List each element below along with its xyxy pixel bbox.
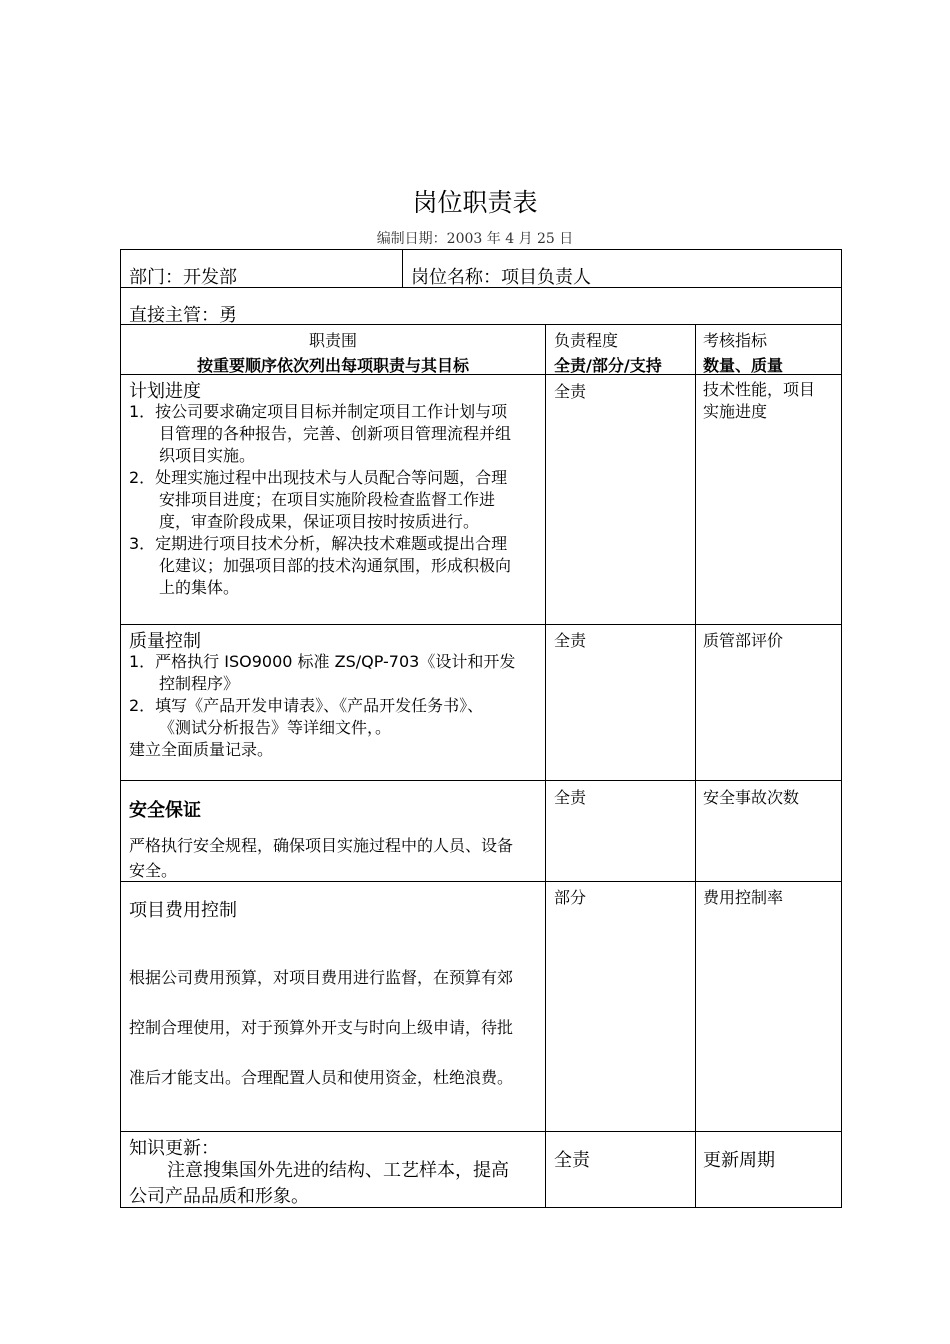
description-line: 2．填写《产品开发申请表》、《产品开发任务书》、 <box>129 696 484 715</box>
kpi-cell <box>703 379 835 423</box>
row-description <box>129 1158 509 1210</box>
kpi-column-subheader: 数量、质量 <box>703 356 784 375</box>
description-line: 目管理的各种报告，完善、创新项目管理流程并组 <box>159 424 512 443</box>
description-line: 控制合理使用，对于预算外开支与时向上级申请，待批 <box>129 1018 514 1037</box>
degree-column-header: 负责程度 <box>554 331 619 350</box>
row-heading: 安全保证 <box>129 800 201 821</box>
kpi-line: 技术性能，项目 <box>703 380 816 399</box>
description-line: 度，审查阶段成果，保证项目按时按质进行。 <box>159 512 480 531</box>
table-rule <box>545 324 546 1208</box>
row-description <box>129 651 515 761</box>
table-border-top <box>120 249 842 250</box>
description-line: 注意搜集国外先进的结构、工艺样本，提高 <box>167 1160 509 1181</box>
description-line: 严格执行安全规程，确保项目实施过程中的人员、设备 <box>129 836 514 855</box>
description-line: 化建议；加强项目部的技术沟通氛围，形成积极向 <box>159 556 512 575</box>
scope-column-header: 职责围 <box>308 331 357 350</box>
kpi-line: 费用控制率 <box>703 888 784 907</box>
degree-column-subheader: 全责/部分/支持 <box>554 356 662 375</box>
description-line: 《测试分析报告》等详细文件，。 <box>159 718 392 737</box>
responsibility-degree: 全责 <box>554 788 587 807</box>
row-heading: 项目费用控制 <box>129 900 237 921</box>
responsibility-degree: 全责 <box>554 1150 590 1171</box>
description-line: 根据公司费用预算，对项目费用进行监督，在预算有郊 <box>129 968 514 987</box>
description-line: 准后才能支出。合理配置人员和使用资金，杜绝浪费。 <box>129 1068 514 1087</box>
document-title: 岗位职责表 <box>412 188 538 217</box>
description-line: 建立全面质量记录。 <box>129 740 274 759</box>
description-line: 控制程序》 <box>159 674 240 693</box>
row-description <box>129 833 513 883</box>
kpi-line: 更新周期 <box>703 1150 775 1171</box>
kpi-line: 实施进度 <box>703 402 768 421</box>
kpi-column-header: 考核指标 <box>703 331 768 350</box>
description-line: 公司产品品质和形象。 <box>129 1186 309 1207</box>
kpi-line: 质管部评价 <box>703 631 784 650</box>
row-description <box>129 953 513 1103</box>
row-heading: 知识更新： <box>129 1138 219 1159</box>
kpi-line: 安全事故次数 <box>703 788 800 807</box>
responsibility-degree: 全责 <box>554 631 587 650</box>
table-border-right <box>841 249 842 1208</box>
table-rule <box>402 249 403 287</box>
row-description <box>129 401 511 599</box>
table-rule <box>695 324 696 1208</box>
description-line: 上的集体。 <box>159 578 240 597</box>
scope-column-subheader: 按重要顺序依次列出每项职责与其目标 <box>196 356 469 375</box>
description-line: 安全。 <box>129 861 178 880</box>
description-line: 2．处理实施过程中出现技术与人员配合等问题，合理 <box>129 468 508 487</box>
responsibility-degree: 全责 <box>554 382 587 401</box>
description-line: 1．按公司要求确定项目目标并制定项目工作计划与项 <box>129 402 508 421</box>
row-heading: 计划进度 <box>129 381 201 402</box>
department-cell: 部门：开发部 <box>129 267 237 288</box>
table-rule <box>120 1131 842 1132</box>
compile-date: 编制日期：2003 年 4 月 25 日 <box>376 231 574 247</box>
description-line: 3．定期进行项目技术分析，解决技术难题或提出合理 <box>129 534 508 553</box>
description-line: 织项目实施。 <box>159 446 256 465</box>
responsibility-degree: 部分 <box>554 888 587 907</box>
table-rule <box>120 624 842 625</box>
supervisor-cell: 直接主管：勇 <box>129 305 237 326</box>
row-heading: 质量控制 <box>129 631 201 652</box>
table-rule <box>120 780 842 781</box>
description-line: 安排项目进度；在项目实施阶段检查监督工作进 <box>159 490 496 509</box>
table-border-left <box>120 249 121 1208</box>
position-cell: 岗位名称：项目负责人 <box>411 267 591 288</box>
description-line: 1．严格执行 ISO9000 标准 ZS/QP-703《设计和开发 <box>129 652 516 671</box>
